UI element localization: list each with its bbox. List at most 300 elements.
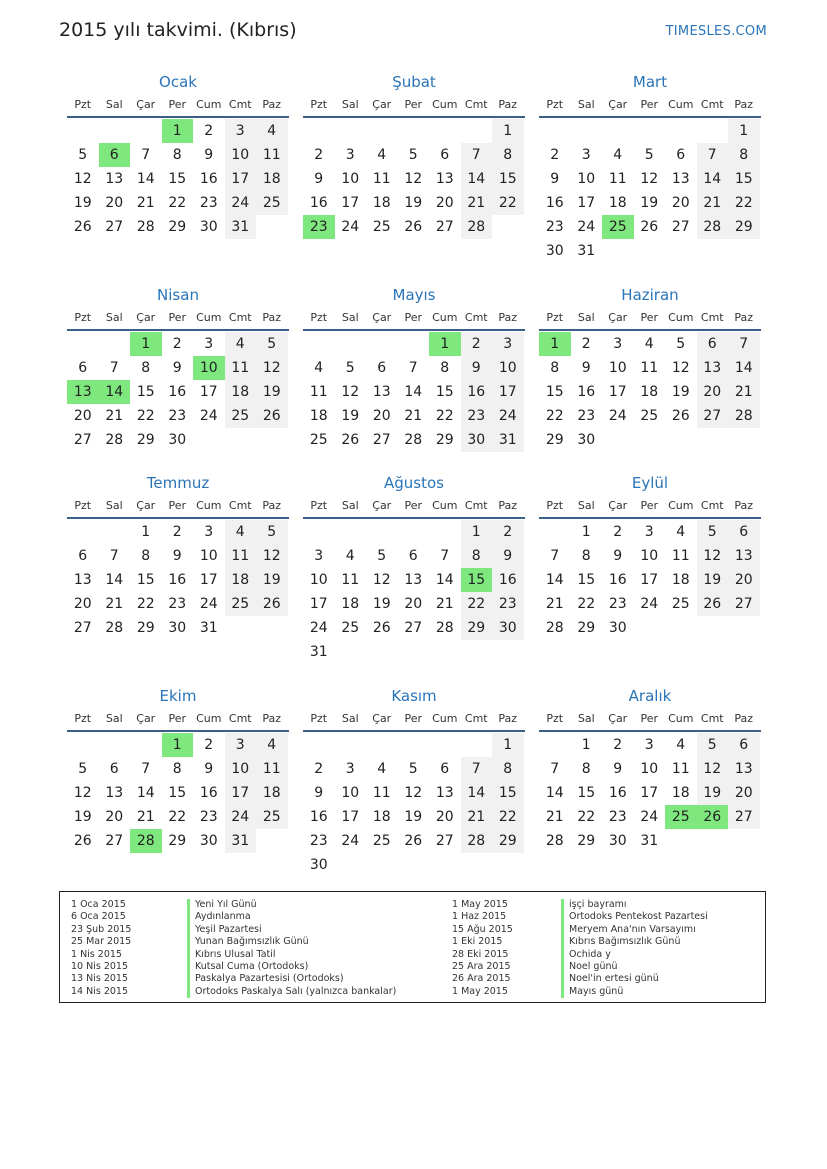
day-cell: 17: [492, 380, 524, 404]
holiday-date: 14 Nis 2015: [71, 985, 128, 997]
holiday-date: 25 Ara 2015: [452, 960, 511, 972]
empty-cell: [398, 119, 430, 143]
empty-cell: [303, 733, 335, 757]
day-cell: 20: [728, 568, 760, 592]
day-cell: 28: [728, 404, 760, 428]
day-cell: 26: [697, 805, 729, 829]
day-cell: 15: [492, 167, 524, 191]
day-cell: 1: [492, 733, 524, 757]
day-cell: 3: [644, 524, 654, 540]
weekday-label: Pzt: [74, 712, 92, 725]
day-cell: 13: [404, 572, 423, 588]
weekday-header: [67, 94, 289, 118]
day-cell: 1: [581, 524, 591, 540]
day-cell: 2: [550, 147, 560, 163]
day-cell: 22: [136, 596, 155, 612]
brand-link[interactable]: TIMESLES.COM: [665, 24, 767, 39]
day-cell: 18: [256, 167, 288, 191]
day-cell: 16: [309, 809, 328, 825]
weekday-label: Paz: [262, 98, 282, 111]
weekday-label: Cmt: [700, 98, 724, 111]
day-cell: 21: [105, 596, 124, 612]
empty-cell: [67, 733, 99, 757]
day-cell: 4: [256, 733, 288, 757]
day-cell: 24: [577, 219, 596, 235]
weekday-label: Cum: [196, 499, 222, 512]
weekday-label: Pzt: [546, 311, 564, 324]
day-cell: 13: [105, 785, 124, 801]
day-cell: 23: [577, 408, 596, 424]
weekday-label: Cum: [668, 712, 694, 725]
day-cell: 12: [404, 171, 423, 187]
day-cell: 12: [404, 785, 423, 801]
holiday-date: 23 Şub 2015: [71, 923, 132, 935]
day-cell: 19: [73, 195, 92, 211]
holiday-dates-left: [71, 899, 131, 998]
day-cell: 27: [105, 219, 124, 235]
day-cell: 11: [608, 171, 627, 187]
empty-cell: [303, 332, 335, 356]
holiday-name: Ochida y: [561, 949, 708, 961]
day-cell: 23: [199, 195, 218, 211]
day-cell: 8: [492, 757, 524, 781]
day-cell: 18: [372, 195, 391, 211]
day-cell: 21: [728, 380, 760, 404]
day-cell: 15: [461, 568, 493, 592]
day-cell: 4: [377, 147, 387, 163]
day-cell: 19: [640, 195, 659, 211]
month-name: Haziran: [621, 286, 679, 304]
day-cell: 31: [225, 215, 257, 239]
day-cell: 15: [168, 785, 187, 801]
weekday-label: Cum: [432, 712, 458, 725]
day-cell: 6: [377, 360, 387, 376]
month-4: [67, 284, 289, 452]
weekday-label: Cum: [196, 311, 222, 324]
weekday-label: Paz: [498, 98, 518, 111]
day-cell: 21: [545, 809, 564, 825]
day-cell: 19: [256, 380, 288, 404]
weekday-label: Çar: [136, 712, 156, 725]
day-cell: 7: [109, 360, 119, 376]
day-cell: 3: [613, 336, 623, 352]
day-cell: 18: [225, 568, 257, 592]
day-cell: 25: [256, 805, 288, 829]
day-grid: [303, 119, 525, 239]
day-cell: 1: [130, 332, 162, 356]
month-6: [539, 284, 761, 452]
holiday-date: 28 Eki 2015: [452, 948, 509, 960]
day-cell: 31: [309, 644, 328, 660]
weekday-label: Çar: [372, 98, 392, 111]
day-cell: 4: [377, 761, 387, 777]
weekday-label: Cum: [196, 98, 222, 111]
day-cell: 21: [136, 195, 155, 211]
month-3: [539, 71, 761, 263]
day-cell: 26: [256, 404, 288, 428]
day-cell: 6: [697, 332, 729, 356]
weekday-label: Cmt: [464, 98, 488, 111]
day-cell: 15: [435, 384, 454, 400]
weekday-label: Per: [640, 98, 659, 111]
holiday-date: 1 Haz 2015: [452, 911, 507, 923]
day-cell: 3: [314, 548, 324, 564]
day-cell: 18: [671, 572, 690, 588]
empty-cell: [634, 119, 666, 143]
day-cell: 23: [303, 215, 335, 239]
weekday-label: Cum: [196, 712, 222, 725]
holiday-date: 26 Ara 2015: [452, 973, 511, 985]
weekday-label: Cmt: [464, 712, 488, 725]
day-cell: 29: [728, 215, 760, 239]
holiday-name: Noel günü: [561, 961, 708, 973]
month-name: Aralık: [628, 687, 672, 705]
weekday-label: Per: [404, 311, 423, 324]
day-cell: 18: [256, 781, 288, 805]
day-cell: 5: [256, 520, 288, 544]
holiday-date: 13 Nis 2015: [71, 973, 128, 985]
day-cell: 2: [613, 737, 623, 753]
empty-cell: [366, 520, 398, 544]
day-cell: 16: [199, 785, 218, 801]
day-cell: 28: [130, 829, 162, 853]
day-cell: 2: [461, 332, 493, 356]
day-cell: 20: [372, 408, 391, 424]
empty-cell: [539, 520, 571, 544]
day-cell: 19: [671, 384, 690, 400]
day-cell: 28: [461, 215, 493, 239]
weekday-label: Çar: [136, 311, 156, 324]
month-9: [539, 472, 761, 640]
day-cell: 3: [204, 524, 214, 540]
day-cell: 23: [168, 408, 187, 424]
empty-cell: [539, 733, 571, 757]
day-cell: 25: [225, 404, 257, 428]
day-cell: 17: [577, 195, 596, 211]
weekday-label: Sal: [105, 712, 123, 725]
day-cell: 6: [99, 143, 131, 167]
holiday-dates-right: [452, 899, 513, 998]
day-cell: 13: [728, 757, 760, 781]
day-cell: 7: [141, 761, 151, 777]
day-cell: 11: [225, 356, 257, 380]
day-grid: [67, 119, 289, 239]
day-cell: 19: [73, 809, 92, 825]
weekday-label: Çar: [136, 98, 156, 111]
day-cell: 8: [172, 147, 182, 163]
weekday-label: Cum: [432, 311, 458, 324]
day-cell: 4: [256, 119, 288, 143]
day-cell: 5: [78, 761, 88, 777]
weekday-label: Cmt: [700, 712, 724, 725]
day-cell: 16: [168, 384, 187, 400]
weekday-label: Pzt: [310, 712, 328, 725]
day-cell: 27: [697, 404, 729, 428]
day-cell: 17: [341, 809, 360, 825]
month-8: [303, 472, 525, 664]
day-cell: 19: [372, 596, 391, 612]
day-cell: 27: [105, 833, 124, 849]
empty-cell: [303, 520, 335, 544]
day-cell: 7: [728, 332, 760, 356]
day-cell: 10: [577, 171, 596, 187]
day-cell: 30: [608, 833, 627, 849]
day-cell: 14: [99, 380, 131, 404]
day-cell: 28: [105, 432, 124, 448]
holiday-date: 1 May 2015: [452, 985, 508, 997]
day-cell: 8: [581, 761, 591, 777]
empty-cell: [665, 119, 697, 143]
day-cell: 4: [225, 332, 257, 356]
weekday-label: Sal: [105, 311, 123, 324]
day-cell: 28: [545, 833, 564, 849]
day-cell: 28: [435, 620, 454, 636]
day-cell: 25: [225, 592, 257, 616]
day-cell: 29: [136, 620, 155, 636]
day-cell: 12: [372, 572, 391, 588]
day-cell: 23: [492, 592, 524, 616]
day-cell: 20: [105, 195, 124, 211]
day-cell: 9: [461, 356, 493, 380]
holiday-date: 1 May 2015: [452, 899, 508, 910]
day-cell: 3: [225, 733, 257, 757]
day-cell: 19: [341, 408, 360, 424]
weekday-label: Cum: [668, 499, 694, 512]
day-cell: 24: [309, 620, 328, 636]
weekday-label: Paz: [262, 311, 282, 324]
day-cell: 1: [162, 119, 194, 143]
day-cell: 15: [492, 781, 524, 805]
day-cell: 1: [539, 332, 571, 356]
weekday-label: Paz: [734, 499, 754, 512]
day-cell: 24: [199, 408, 218, 424]
day-cell: 24: [341, 833, 360, 849]
day-cell: 30: [168, 432, 187, 448]
day-cell: 20: [671, 195, 690, 211]
day-cell: 10: [640, 548, 659, 564]
day-cell: 11: [341, 572, 360, 588]
day-cell: 9: [492, 544, 524, 568]
month-name: Temmuz: [146, 474, 210, 492]
holiday-list: [59, 891, 766, 1003]
empty-cell: [130, 733, 162, 757]
day-cell: 2: [172, 336, 182, 352]
holiday-date: 6 Oca 2015: [71, 911, 126, 923]
weekday-label: Paz: [734, 98, 754, 111]
day-cell: 15: [136, 572, 155, 588]
day-cell: 5: [697, 733, 729, 757]
weekday-label: Cmt: [700, 311, 724, 324]
day-cell: 10: [193, 356, 225, 380]
holiday-name: Meryem Ana'nın Varsayımı: [561, 924, 708, 936]
day-cell: 5: [697, 520, 729, 544]
empty-cell: [398, 332, 430, 356]
day-cell: 30: [545, 243, 564, 259]
weekday-header: [303, 708, 525, 732]
day-cell: 4: [676, 737, 686, 753]
day-cell: 31: [225, 829, 257, 853]
empty-cell: [602, 119, 634, 143]
day-cell: 31: [577, 243, 596, 259]
empty-cell: [429, 733, 461, 757]
day-grid: [303, 733, 525, 877]
day-cell: 9: [172, 548, 182, 564]
day-cell: 29: [461, 616, 493, 640]
day-cell: 18: [309, 408, 328, 424]
day-cell: 16: [492, 568, 524, 592]
day-cell: 18: [640, 384, 659, 400]
weekday-label: Sal: [341, 499, 359, 512]
day-cell: 1: [492, 119, 524, 143]
day-cell: 22: [545, 408, 564, 424]
day-cell: 4: [676, 524, 686, 540]
day-cell: 9: [581, 360, 591, 376]
day-cell: 26: [404, 219, 423, 235]
empty-cell: [461, 733, 493, 757]
month-name: Mart: [632, 73, 668, 91]
weekday-label: Cum: [432, 499, 458, 512]
holiday-date: 15 Ağu 2015: [452, 923, 513, 935]
day-cell: 14: [105, 572, 124, 588]
day-cell: 16: [199, 171, 218, 187]
empty-cell: [571, 119, 603, 143]
day-cell: 17: [640, 785, 659, 801]
weekday-label: Paz: [734, 311, 754, 324]
weekday-label: Cum: [668, 311, 694, 324]
day-cell: 14: [697, 167, 729, 191]
weekday-header: [67, 708, 289, 732]
day-cell: 7: [550, 761, 560, 777]
day-cell: 17: [640, 572, 659, 588]
empty-cell: [99, 733, 131, 757]
day-cell: 8: [728, 143, 760, 167]
day-cell: 1: [162, 733, 194, 757]
day-cell: 16: [168, 572, 187, 588]
day-cell: 31: [492, 428, 524, 452]
day-cell: 2: [172, 524, 182, 540]
day-cell: 11: [640, 360, 659, 376]
day-cell: 30: [461, 428, 493, 452]
day-cell: 11: [309, 384, 328, 400]
day-cell: 30: [168, 620, 187, 636]
holiday-date: 1 Nis 2015: [71, 948, 122, 960]
day-cell: 12: [697, 544, 729, 568]
day-cell: 26: [372, 620, 391, 636]
weekday-label: Paz: [498, 712, 518, 725]
day-cell: 17: [225, 781, 257, 805]
empty-cell: [130, 119, 162, 143]
month-2: [303, 71, 525, 239]
empty-cell: [99, 520, 131, 544]
day-cell: 3: [492, 332, 524, 356]
weekday-label: Paz: [262, 499, 282, 512]
weekday-label: Per: [404, 712, 423, 725]
day-cell: 13: [372, 384, 391, 400]
weekday-label: Sal: [577, 98, 595, 111]
day-cell: 26: [341, 432, 360, 448]
day-cell: 15: [728, 167, 760, 191]
day-cell: 1: [581, 737, 591, 753]
month-7: [67, 472, 289, 640]
day-cell: 21: [545, 596, 564, 612]
day-cell: 10: [640, 761, 659, 777]
day-cell: 11: [256, 143, 288, 167]
day-cell: 8: [172, 761, 182, 777]
day-cell: 31: [640, 833, 659, 849]
day-cell: 28: [461, 829, 493, 853]
day-cell: 9: [613, 761, 623, 777]
weekday-label: Per: [168, 712, 187, 725]
holiday-name: Yeni Yıl Günü: [187, 899, 396, 911]
weekday-label: Paz: [262, 712, 282, 725]
day-cell: 14: [461, 167, 493, 191]
day-cell: 5: [256, 332, 288, 356]
day-cell: 3: [204, 336, 214, 352]
weekday-label: Paz: [498, 311, 518, 324]
day-cell: 21: [105, 408, 124, 424]
day-cell: 31: [199, 620, 218, 636]
day-cell: 20: [697, 380, 729, 404]
day-cell: 6: [676, 147, 686, 163]
day-cell: 12: [640, 171, 659, 187]
empty-cell: [67, 520, 99, 544]
day-cell: 10: [492, 356, 524, 380]
empty-cell: [67, 119, 99, 143]
empty-cell: [461, 119, 493, 143]
holiday-name: Ortodoks Pentekost Pazartesi: [561, 911, 708, 923]
day-cell: 10: [225, 143, 257, 167]
day-cell: 25: [372, 219, 391, 235]
day-cell: 28: [105, 620, 124, 636]
day-cell: 27: [671, 219, 690, 235]
month-5: [303, 284, 525, 452]
day-cell: 10: [341, 785, 360, 801]
weekday-label: Per: [404, 499, 423, 512]
weekday-header: [539, 495, 761, 519]
day-cell: 2: [314, 147, 324, 163]
day-cell: 16: [608, 572, 627, 588]
weekday-label: Çar: [608, 499, 628, 512]
weekday-label: Per: [168, 98, 187, 111]
day-cell: 27: [435, 219, 454, 235]
day-cell: 20: [728, 781, 760, 805]
day-cell: 12: [341, 384, 360, 400]
day-cell: 30: [577, 432, 596, 448]
day-cell: 11: [372, 171, 391, 187]
day-cell: 10: [225, 757, 257, 781]
day-cell: 21: [435, 596, 454, 612]
day-cell: 29: [136, 432, 155, 448]
empty-cell: [335, 733, 367, 757]
empty-cell: [335, 332, 367, 356]
month-name: Mayıs: [392, 286, 436, 304]
weekday-label: Paz: [498, 499, 518, 512]
weekday-label: Çar: [372, 499, 392, 512]
day-cell: 14: [461, 781, 493, 805]
day-cell: 15: [577, 785, 596, 801]
weekday-label: Pzt: [310, 311, 328, 324]
day-cell: 7: [550, 548, 560, 564]
day-cell: 20: [435, 195, 454, 211]
weekday-header: [539, 94, 761, 118]
day-cell: 3: [644, 737, 654, 753]
day-cell: 27: [435, 833, 454, 849]
day-cell: 27: [728, 805, 760, 829]
day-cell: 26: [697, 592, 729, 616]
day-cell: 7: [440, 548, 450, 564]
month-12: [539, 685, 761, 853]
day-cell: 6: [728, 733, 760, 757]
